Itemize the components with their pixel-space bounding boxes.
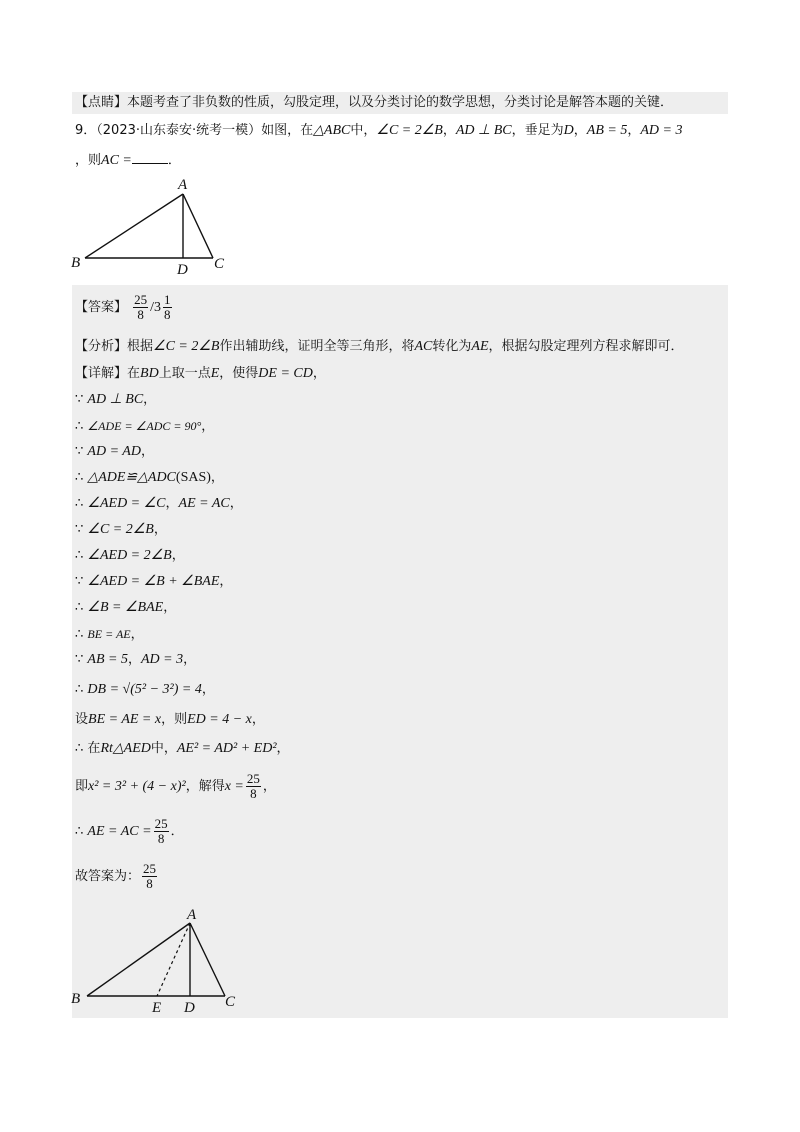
- math-expr: AD = 3: [640, 123, 683, 138]
- detail-text: ，使得: [219, 366, 259, 381]
- math-expr: AD ⊥ BC: [455, 123, 512, 138]
- segment-ac: [183, 194, 213, 258]
- answer-blank: [132, 149, 168, 164]
- math-expr: ED = 4 − x: [187, 712, 252, 727]
- math-expr: AE = AC: [178, 496, 230, 511]
- eq-fraction: [246, 772, 261, 801]
- step-line: [75, 390, 156, 410]
- question-number: 9．: [75, 123, 97, 138]
- segment-ab: [87, 923, 190, 996]
- step-mid: ，: [165, 496, 179, 511]
- step-tail: ，: [140, 444, 154, 459]
- answer-mixed-fraction: [163, 293, 172, 322]
- label-b: B: [71, 255, 81, 271]
- detail-text: 在: [127, 366, 141, 381]
- answer-fraction: [133, 293, 148, 322]
- step-symbol: ∴: [75, 682, 84, 697]
- frac-num: 25: [154, 816, 168, 831]
- math-expr: Rt△AED: [100, 741, 151, 756]
- frac-den: 8: [157, 831, 165, 846]
- math-expr: △ADE≌△ADC: [87, 470, 176, 485]
- db-line: [75, 680, 215, 700]
- segment-ac: [190, 923, 225, 996]
- math-expr: ∠C = 2∠B: [153, 339, 220, 354]
- detail-intro: [75, 364, 326, 384]
- figure-2: [65, 903, 265, 1015]
- step-symbol: ∵: [75, 392, 84, 407]
- step-tail: ，: [276, 741, 290, 756]
- segment-ab: [85, 194, 183, 258]
- step-tail: ，: [163, 600, 177, 615]
- step-symbol: ∴: [75, 419, 84, 434]
- math-expr: x² = 3² + (4 − x)²: [88, 779, 186, 794]
- step-tail: ，: [153, 522, 167, 537]
- analysis-text: 作出辅助线，证明全等三角形，将: [219, 339, 415, 354]
- step-symbol: ∴: [75, 627, 84, 642]
- question-text: 中，: [350, 123, 377, 138]
- math-expr: BE = AE: [87, 627, 131, 641]
- answer-line: [75, 292, 174, 324]
- math-expr: AD = 3: [141, 652, 184, 667]
- step-symbol: ∴: [75, 496, 84, 511]
- step-line: [75, 494, 243, 514]
- math-expr: AB = 5: [586, 123, 628, 138]
- math-expr: ∠C = 2∠B: [376, 123, 443, 138]
- let-mid: ，则: [161, 712, 188, 727]
- step-tail: ，: [143, 392, 157, 407]
- frac-num: 25: [134, 292, 148, 307]
- analysis-line: [75, 337, 684, 357]
- math-expr: AE = AC =: [87, 824, 152, 839]
- result-line: [75, 815, 184, 849]
- step-tail: ，: [130, 627, 144, 642]
- final-line: [75, 860, 159, 894]
- answer-label: 【答案】: [75, 300, 128, 315]
- step-line: [75, 598, 176, 618]
- rt-mid: 中，: [150, 741, 177, 756]
- question-text: 如图，在: [261, 123, 314, 138]
- label-c: C: [225, 994, 236, 1010]
- rt-pre: 在: [87, 741, 101, 756]
- rt-line: [75, 739, 290, 759]
- question-text: ，: [442, 123, 456, 138]
- label-a: A: [178, 177, 188, 193]
- math-expr: AD ⊥ BC: [87, 392, 144, 407]
- question-line-1: [75, 121, 682, 141]
- analysis-label: 【分析】: [75, 339, 128, 354]
- math-var: AC: [414, 339, 433, 354]
- figure-1: [65, 175, 235, 275]
- math-triangle: △ABC: [313, 123, 351, 138]
- frac-den: 8: [146, 876, 153, 891]
- analysis-text: 根据: [127, 339, 154, 354]
- step-line: [75, 624, 144, 645]
- step-line: [75, 468, 224, 488]
- final-fraction: [142, 862, 157, 891]
- step-line: [75, 520, 167, 540]
- step-tail: ．: [170, 824, 184, 839]
- question-line-2: [75, 149, 181, 171]
- frac-den: 8: [164, 307, 171, 322]
- step-line: [75, 572, 232, 592]
- step-tail: ，: [210, 470, 224, 485]
- math-expr: ∠AED = ∠B + ∠BAE: [87, 574, 220, 589]
- step-line: [75, 416, 214, 437]
- math-var: BD: [140, 366, 159, 381]
- step-symbol: ∴: [75, 548, 84, 563]
- math-expr: AD = AD: [87, 444, 141, 459]
- math-expr: DE = CD: [258, 366, 313, 381]
- step-symbol: ∵: [75, 522, 84, 537]
- answer-sep: /: [150, 300, 155, 315]
- math-expr: ∠C = 2∠B: [87, 522, 154, 537]
- question-text: ，垂足为: [511, 123, 564, 138]
- question-source: （2023·山东泰安·统考一模）: [96, 123, 262, 138]
- step-tail: ，: [171, 548, 185, 563]
- dianjing-text: 本题考查了非负数的性质，勾股定理，以及分类讨论的数学思想，分类讨论是解答本题的关键．: [127, 95, 674, 110]
- math-var: D: [563, 123, 574, 138]
- let-line: [75, 710, 265, 730]
- math-expr: ∠AED = ∠C: [87, 496, 166, 511]
- label-a: A: [187, 907, 197, 923]
- analysis-text: ，根据勾股定理列方程求解即可．: [488, 339, 684, 354]
- frac-den: 8: [250, 786, 257, 801]
- question-text: ，: [627, 123, 641, 138]
- step-symbol: ∴: [75, 824, 84, 839]
- math-expr: BE = AE = x: [88, 712, 162, 727]
- math-expr: AE² = AD² + ED²: [176, 741, 277, 756]
- detail-text: 上取一点: [158, 366, 211, 381]
- eq-mid: ，解得: [185, 779, 225, 794]
- frac-num: 25: [246, 771, 260, 786]
- result-fraction: [154, 817, 169, 846]
- detail-label: 【详解】: [75, 366, 128, 381]
- step-symbol: ∴: [75, 600, 84, 615]
- step-line: [75, 442, 154, 462]
- question-text: ，: [573, 123, 587, 138]
- mixed-whole: 3: [154, 300, 162, 315]
- let-prefix: 设: [75, 712, 89, 727]
- step-tail: ，: [219, 574, 233, 589]
- eq-line: [75, 770, 276, 804]
- math-var: AE: [471, 339, 489, 354]
- math-expr: ∠ADE = ∠ADC = 90°: [87, 419, 202, 433]
- step-symbol: ∴: [75, 470, 84, 485]
- final-label: 故答案为：: [75, 869, 141, 884]
- step-tail: ，: [183, 652, 197, 667]
- math-var: E: [210, 366, 220, 381]
- step-tail: ，: [201, 419, 215, 434]
- math-var: x =: [224, 779, 244, 794]
- step-tail: ，: [229, 496, 243, 511]
- analysis-text: 转化为: [432, 339, 472, 354]
- math-expr: AB = 5: [87, 652, 128, 667]
- math-expr: DB = √(5² − 3²) = 4: [87, 682, 202, 697]
- step-line: [75, 546, 185, 566]
- step-tail: ，: [262, 779, 276, 794]
- math-expr: AC =: [101, 153, 132, 168]
- frac-den: 8: [137, 307, 144, 322]
- label-e: E: [152, 1000, 162, 1015]
- eq-prefix: 即: [75, 779, 89, 794]
- question-text: ，则: [75, 153, 102, 168]
- math-extra: (SAS): [175, 470, 211, 485]
- math-expr: ∠B = ∠BAE: [87, 600, 164, 615]
- step-symbol: ∵: [75, 444, 84, 459]
- step-tail: ，: [251, 712, 265, 727]
- label-b: B: [71, 991, 81, 1007]
- detail-text: ，: [312, 366, 326, 381]
- dianjing-line: [75, 93, 673, 113]
- step-mid: ，: [127, 652, 141, 667]
- frac-num: 25: [143, 861, 157, 876]
- dianjing-label: 【点睛】: [75, 95, 128, 110]
- label-d: D: [184, 1000, 195, 1015]
- math-expr: ∠AED = 2∠B: [87, 548, 172, 563]
- frac-num: 1: [164, 292, 171, 307]
- label-d: D: [177, 262, 188, 275]
- label-c: C: [214, 256, 225, 272]
- step-symbol: ∵: [75, 574, 84, 589]
- step-symbol: ∵: [75, 652, 84, 667]
- step-line: [75, 650, 196, 670]
- step-symbol: ∴: [75, 741, 84, 756]
- question-text: ．: [167, 153, 181, 168]
- step-tail: ，: [201, 682, 215, 697]
